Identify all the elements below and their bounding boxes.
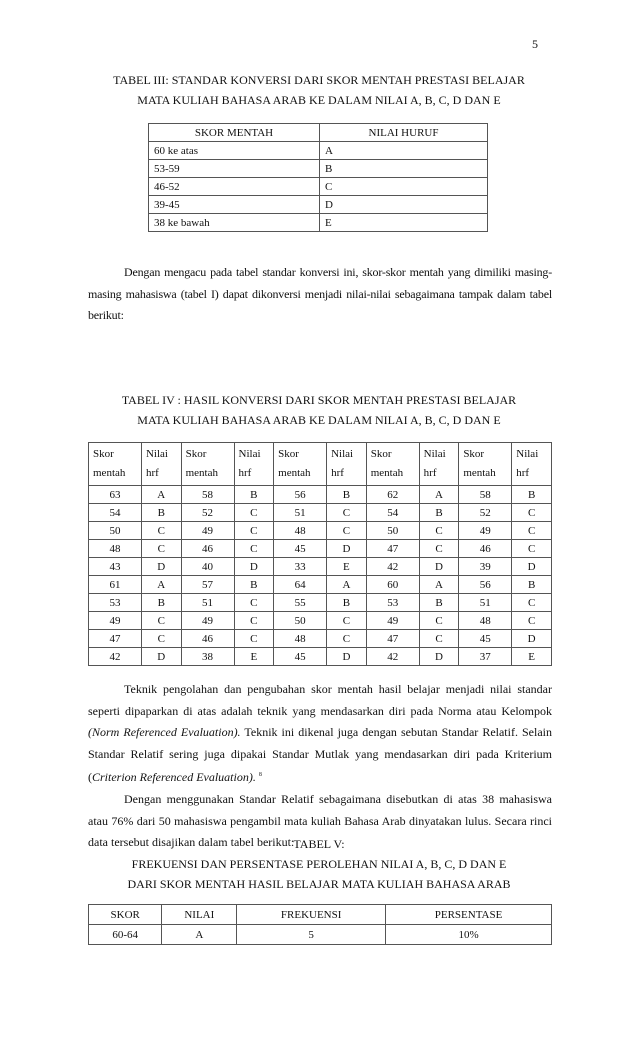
- table-cell: C: [234, 504, 274, 522]
- table-cell: C: [327, 504, 367, 522]
- table3-header-skor: SKOR MENTAH: [149, 124, 320, 142]
- table-cell: D: [234, 558, 274, 576]
- table-cell: 48: [274, 630, 327, 648]
- table-cell: 43: [89, 558, 142, 576]
- table4-header-skor: [366, 443, 419, 486]
- table-cell: B: [419, 504, 459, 522]
- table-cell: C: [419, 630, 459, 648]
- table-cell: 53: [366, 594, 419, 612]
- header-nilai-line2: hrf: [145, 467, 159, 479]
- table-cell: 56: [459, 576, 512, 594]
- header-skor-line2: mentah: [463, 467, 496, 479]
- table-cell: 45: [274, 540, 327, 558]
- table-cell: 51: [181, 594, 234, 612]
- table3-title-line1: TABEL III: STANDAR KONVERSI DARI SKOR MENTAH PRESTASI BELAJAR: [113, 73, 525, 87]
- table-cell: C: [327, 630, 367, 648]
- table3-header-nilai: NILAI HURUF: [320, 124, 488, 142]
- header-skor-line2: mentah: [278, 467, 311, 479]
- table-cell: C: [141, 540, 181, 558]
- table-cell: E: [327, 558, 367, 576]
- table-cell: 45: [274, 648, 327, 666]
- header-skor-line1: Skor: [370, 448, 392, 460]
- table-cell: A: [141, 576, 181, 594]
- table-cell: C: [512, 540, 552, 558]
- table5-title-line3: DARI SKOR MENTAH HASIL BELAJAR MATA KULIAH BAHASA ARAB: [127, 877, 511, 891]
- table-cell: 49: [89, 612, 142, 630]
- table-cell: C: [141, 630, 181, 648]
- table-cell: 62: [366, 486, 419, 504]
- table4-header-nilai: [419, 443, 459, 486]
- table-cell: A: [141, 486, 181, 504]
- table-cell: C: [141, 522, 181, 540]
- table4-header-row: [89, 443, 552, 486]
- table-cell: D: [320, 196, 488, 214]
- table-row: [89, 540, 552, 558]
- table-row: [149, 214, 488, 232]
- table-cell: 47: [366, 540, 419, 558]
- table-cell: 61: [89, 576, 142, 594]
- header-nilai-line2: hrf: [331, 467, 344, 479]
- table-cell: D: [512, 630, 552, 648]
- table-cell: A: [327, 576, 367, 594]
- table-cell: D: [141, 648, 181, 666]
- table-cell: 51: [459, 594, 512, 612]
- table5-header-row: [89, 905, 552, 925]
- table-cell: 60 ke atas: [149, 142, 320, 160]
- table4-header-skor: [181, 443, 234, 486]
- table-cell: B: [327, 594, 367, 612]
- table-cell: C: [320, 178, 488, 196]
- table-cell: 50: [274, 612, 327, 630]
- table-cell: 47: [89, 630, 142, 648]
- table4-body: [89, 486, 552, 666]
- table3: [148, 123, 488, 232]
- table-cell: C: [419, 540, 459, 558]
- table-cell: C: [512, 612, 552, 630]
- table4-header-nilai: [234, 443, 274, 486]
- table-row: [149, 160, 488, 178]
- table4-header-nilai: [327, 443, 367, 486]
- table5-header-skor: SKOR: [89, 905, 162, 925]
- table-cell: D: [419, 558, 459, 576]
- table-cell: 53-59: [149, 160, 320, 178]
- table5-header-nilai: NILAI: [162, 905, 237, 925]
- table-cell: B: [419, 594, 459, 612]
- table-cell: B: [327, 486, 367, 504]
- table-cell: C: [327, 522, 367, 540]
- header-nilai-line2: hrf: [423, 467, 437, 479]
- table-cell: A: [162, 925, 237, 945]
- table-cell: C: [512, 594, 552, 612]
- table-cell: D: [327, 648, 367, 666]
- table-cell: 48: [89, 540, 142, 558]
- table-cell: 49: [366, 612, 419, 630]
- table-row: [89, 522, 552, 540]
- table3-title: [0, 70, 638, 110]
- table3-title-line2: MATA KULIAH BAHASA ARAB KE DALAM NILAI A, B, C, D DAN E: [137, 93, 501, 107]
- table-row: [89, 925, 552, 945]
- table-cell: A: [419, 576, 459, 594]
- paragraph-2-text: [88, 679, 552, 789]
- table-cell: 52: [181, 504, 234, 522]
- table5-title-line1: TABEL V:: [293, 837, 345, 851]
- header-nilai-line1: Nilai: [423, 448, 446, 460]
- table-cell: 50: [89, 522, 142, 540]
- table3-header-row: [149, 124, 488, 142]
- table-row: [149, 142, 488, 160]
- table-cell: C: [327, 612, 367, 630]
- table-cell: 42: [89, 648, 142, 666]
- table-row: [149, 196, 488, 214]
- header-skor-line1: Skor: [278, 448, 299, 460]
- table-cell: B: [234, 486, 274, 504]
- table-cell: 40: [181, 558, 234, 576]
- table4-header-skor: [274, 443, 327, 486]
- table4-header-nilai: [141, 443, 181, 486]
- table-cell: 38: [181, 648, 234, 666]
- header-nilai-line2: hrf: [516, 467, 530, 479]
- paragraph-2-italic-b: Criterion Referenced Evaluation).: [92, 770, 256, 785]
- header-nilai-line1: Nilai: [331, 448, 354, 460]
- table-row: [89, 594, 552, 612]
- table4: [88, 442, 552, 666]
- table-cell: 46: [459, 540, 512, 558]
- table-cell: 47: [366, 630, 419, 648]
- table-row: [89, 648, 552, 666]
- table-cell: 42: [366, 648, 419, 666]
- table-cell: C: [419, 522, 459, 540]
- header-nilai-line1: Nilai: [238, 448, 261, 460]
- table-row: [89, 504, 552, 522]
- table-cell: 37: [459, 648, 512, 666]
- table-cell: B: [234, 576, 274, 594]
- header-skor-line1: Skor: [93, 448, 114, 460]
- table-cell: C: [234, 522, 274, 540]
- table-cell: C: [419, 612, 459, 630]
- table-cell: 46: [181, 630, 234, 648]
- table4-title: [0, 390, 638, 430]
- table-cell: 60: [366, 576, 419, 594]
- table-cell: E: [234, 648, 274, 666]
- table-cell: 48: [459, 612, 512, 630]
- table-cell: E: [320, 214, 488, 232]
- table4-header-skor: [89, 443, 142, 486]
- paragraph-1-text: Dengan mengacu pada tabel standar konversi ini, skor-skor mentah yang dimiliki masing-masing mahasiswa (tabel I) dapat dikonversi menjadi nilai-nilai sebagaimana tampak dalam tabel berikut:: [88, 265, 552, 323]
- table-cell: C: [234, 612, 274, 630]
- table-cell: 49: [181, 522, 234, 540]
- table-cell: 38 ke bawah: [149, 214, 320, 232]
- header-nilai-line2: hrf: [238, 467, 252, 479]
- table-cell: 54: [89, 504, 142, 522]
- table-cell: B: [320, 160, 488, 178]
- table-cell: B: [141, 504, 181, 522]
- table-cell: 46: [181, 540, 234, 558]
- table-cell: A: [320, 142, 488, 160]
- paragraph-2: [88, 679, 552, 854]
- table-cell: C: [234, 594, 274, 612]
- table-cell: 49: [459, 522, 512, 540]
- table-cell: 51: [274, 504, 327, 522]
- table-cell: 54: [366, 504, 419, 522]
- paragraph-2-italic-a: (Norm Referenced Evaluation).: [88, 725, 241, 740]
- table-cell: 53: [89, 594, 142, 612]
- header-skor-line2: mentah: [93, 467, 126, 479]
- table-cell: 33: [274, 558, 327, 576]
- table-row: [89, 486, 552, 504]
- table-cell: 10%: [386, 925, 552, 945]
- table-cell: 50: [366, 522, 419, 540]
- paragraph-2-part-a: Teknik pengolahan dan pengubahan skor mentah hasil belajar menjadi nilai standar seperti dipaparkan di atas adalah teknik yang mendasarkan diri pada Norma atau Kelompok: [88, 682, 552, 718]
- table-cell: 52: [459, 504, 512, 522]
- table-cell: B: [512, 486, 552, 504]
- table-cell: 58: [181, 486, 234, 504]
- table4-title-line1: TABEL IV : HASIL KONVERSI DARI SKOR MENTAH PRESTASI BELAJAR: [121, 393, 517, 407]
- table-cell: C: [512, 504, 552, 522]
- table-cell: D: [419, 648, 459, 666]
- table5-header-frekuensi: FREKUENSI: [237, 905, 386, 925]
- header-skor-line2: mentah: [185, 467, 218, 479]
- header-skor-line2: mentah: [370, 467, 404, 479]
- table-cell: 49: [181, 612, 234, 630]
- table5-title: [0, 834, 638, 894]
- table-cell: 58: [459, 486, 512, 504]
- table-cell: D: [141, 558, 181, 576]
- header-skor-line1: Skor: [463, 448, 485, 460]
- table-cell: 39-45: [149, 196, 320, 214]
- header-skor-line1: Skor: [185, 448, 207, 460]
- table-cell: 48: [274, 522, 327, 540]
- table-row: [149, 178, 488, 196]
- table-cell: 64: [274, 576, 327, 594]
- table-cell: 39: [459, 558, 512, 576]
- table-row: [89, 558, 552, 576]
- header-nilai-line1: Nilai: [145, 448, 168, 460]
- table-cell: C: [141, 612, 181, 630]
- table-cell: C: [234, 540, 274, 558]
- table-row: [89, 576, 552, 594]
- table5-title-line2: FREKUENSI DAN PERSENTASE PEROLEHAN NILAI A, B, C, D DAN E: [131, 857, 507, 871]
- paragraph-1: [88, 262, 552, 327]
- table-cell: D: [327, 540, 367, 558]
- table4-title-line2: MATA KULIAH BAHASA ARAB KE DALAM NILAI A, B, C, D DAN E: [137, 413, 501, 427]
- table4-header-nilai: [512, 443, 552, 486]
- table-cell: 57: [181, 576, 234, 594]
- table-cell: E: [512, 648, 552, 666]
- table-cell: B: [512, 576, 552, 594]
- footnote-marker: 8: [258, 772, 262, 779]
- table5-header-persentase: PERSENTASE: [386, 905, 552, 925]
- table-cell: C: [512, 522, 552, 540]
- table-cell: C: [234, 630, 274, 648]
- table-cell: 56: [274, 486, 327, 504]
- table-cell: 46-52: [149, 178, 320, 196]
- table5: [88, 904, 552, 945]
- table-cell: 55: [274, 594, 327, 612]
- table4-header-skor: [459, 443, 512, 486]
- paragraph-3-text: Dengan menggunakan Standar Relatif sebagaimana disebutkan di atas 38 mahasiswa atau 76% dari 50 mahasiswa pengambil mata kuliah Bahasa Arab dinyatakan lulus. Secara rinci data tersebut disajikan dalam tabel berikut:: [88, 791, 552, 850]
- table-cell: 60-64: [89, 925, 162, 945]
- table-cell: 42: [366, 558, 419, 576]
- table-row: [89, 612, 552, 630]
- table-cell: B: [141, 594, 181, 612]
- table-cell: 63: [89, 486, 142, 504]
- table-cell: 45: [459, 630, 512, 648]
- header-nilai-line1: Nilai: [516, 448, 539, 460]
- table-cell: 5: [237, 925, 386, 945]
- table-cell: D: [512, 558, 552, 576]
- page-number: 5: [532, 37, 538, 51]
- table-cell: A: [419, 486, 459, 504]
- paragraph-2-part-b: Teknik ini dikenal juga dengan sebutan Standar Relatif. Selain Standar Relatif sering juga dipakai Standar Mutlak yang mendasarkan diri pada Kriterium (: [88, 725, 552, 785]
- table-row: [89, 630, 552, 648]
